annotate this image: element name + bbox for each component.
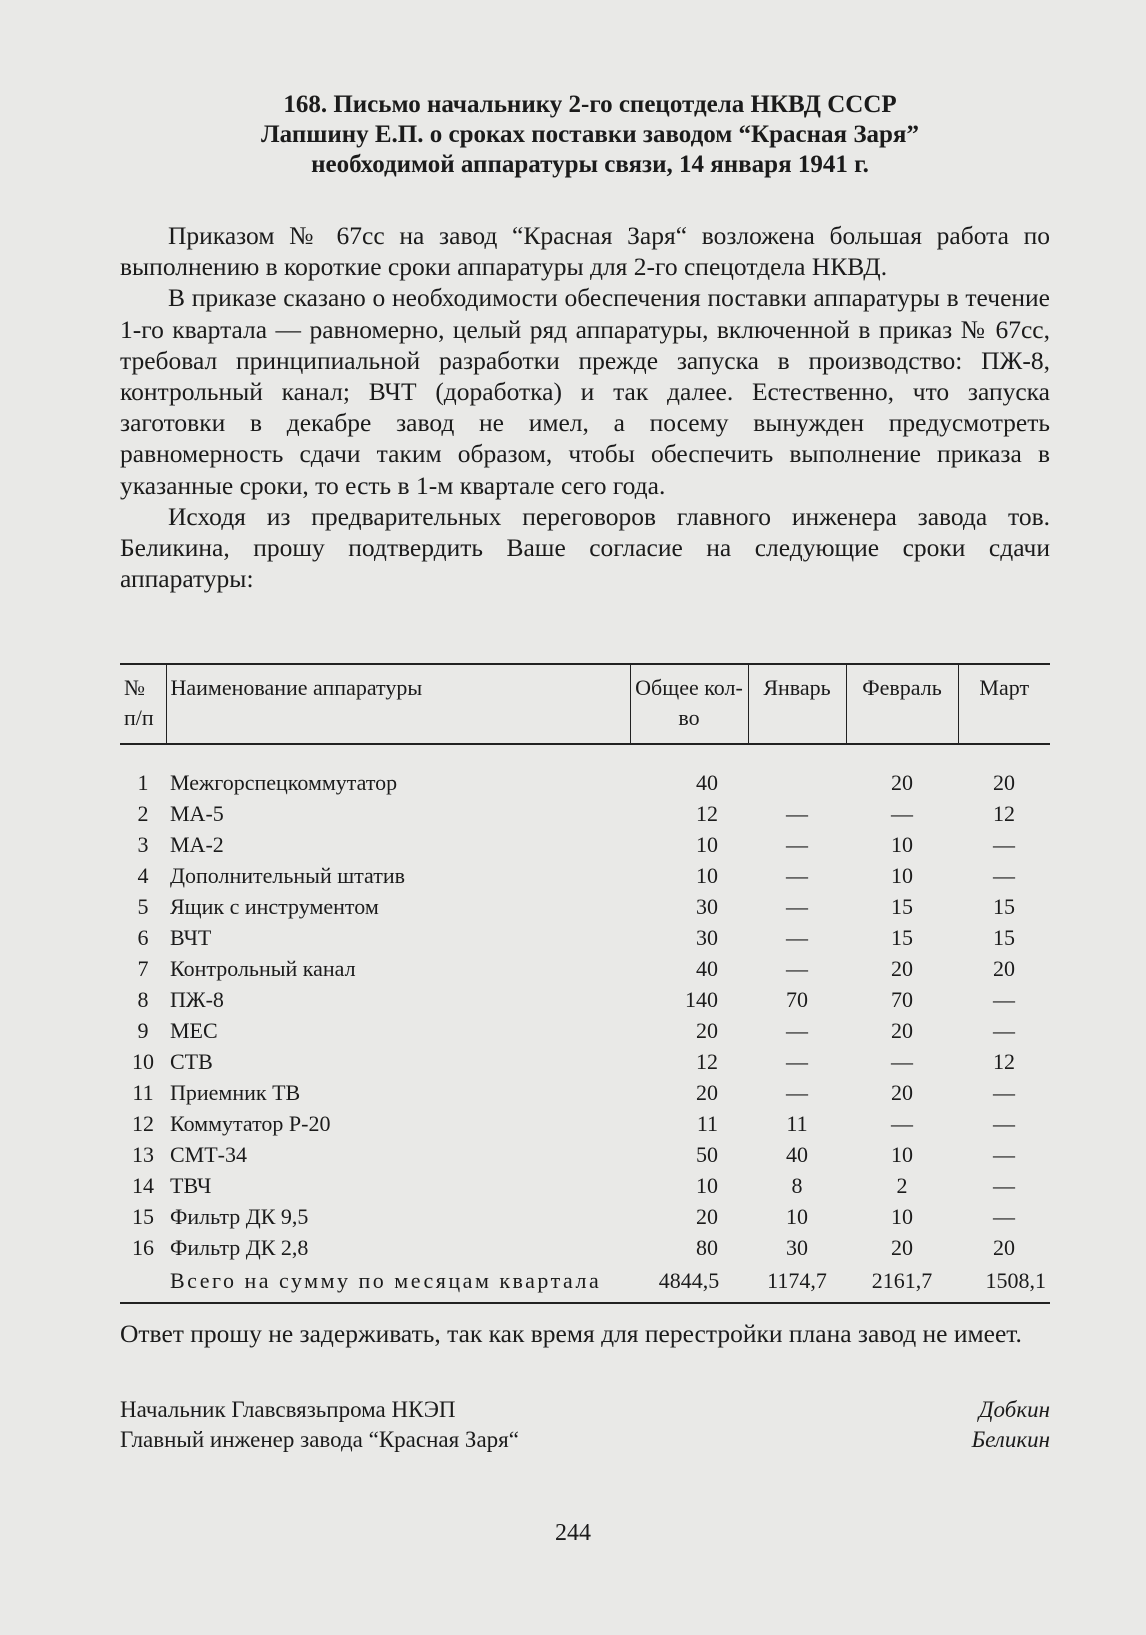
row-total: 140 xyxy=(685,987,718,1012)
table-row xyxy=(120,891,1050,922)
total-feb: 2161,7 xyxy=(871,1267,933,1293)
row-number: 4 xyxy=(137,863,149,888)
row-name: МЕС xyxy=(170,1018,218,1043)
row-name: СМТ-34 xyxy=(170,1142,247,1167)
row-name: Дополнительный штатив xyxy=(170,863,406,888)
row-jan: 30 xyxy=(786,1235,808,1260)
equipment-schedule-table xyxy=(120,663,1050,1297)
row-mar: — xyxy=(993,1018,1015,1043)
row-feb: 20 xyxy=(891,1018,913,1043)
row-mar: — xyxy=(993,1204,1015,1229)
row-feb: 10 xyxy=(891,863,913,888)
row-number: 2 xyxy=(137,801,149,826)
title-line: необходимой аппаратуры связи, 14 января 1941 г. xyxy=(311,151,869,178)
row-total: 12 xyxy=(696,801,718,826)
header-name: Наименование аппаратуры xyxy=(166,664,630,744)
row-feb: 15 xyxy=(891,925,913,950)
row-number: 11 xyxy=(132,1080,154,1105)
row-mar: 12 xyxy=(993,801,1015,826)
header-jan: Январь xyxy=(748,664,846,744)
row-jan: — xyxy=(786,832,808,857)
row-total: 50 xyxy=(696,1142,718,1167)
row-total: 40 xyxy=(696,956,718,981)
signature-name: Добкин xyxy=(978,1397,1050,1422)
row-name: СТВ xyxy=(170,1049,213,1074)
page-number: 244 xyxy=(555,1520,591,1546)
table-row xyxy=(120,922,1050,953)
table-row xyxy=(120,860,1050,891)
row-number: 5 xyxy=(137,894,149,919)
row-feb: 10 xyxy=(891,832,913,857)
row-number: 15 xyxy=(132,1204,154,1229)
signature-line xyxy=(120,1395,1050,1425)
table-row xyxy=(120,1077,1050,1108)
row-number: 16 xyxy=(132,1235,154,1260)
row-name: Коммутатор Р-20 xyxy=(170,1111,331,1136)
row-feb: — xyxy=(891,1111,913,1136)
row-total: 11 xyxy=(696,1111,718,1136)
row-number: 7 xyxy=(137,956,149,981)
row-name: Приемник ТВ xyxy=(170,1080,301,1105)
row-jan: — xyxy=(786,1018,808,1043)
row-jan: 70 xyxy=(786,987,808,1012)
row-jan: 40 xyxy=(786,1142,808,1167)
title-line: 168. Письмо начальнику 2-го спецотдела НКВД СССР xyxy=(283,91,897,118)
row-jan: — xyxy=(786,1080,808,1105)
row-mar: — xyxy=(993,1111,1015,1136)
table-row xyxy=(120,744,1050,798)
signature-line xyxy=(120,1425,1050,1455)
row-total: 30 xyxy=(696,894,718,919)
row-mar: 20 xyxy=(993,770,1015,795)
row-total: 20 xyxy=(696,1204,718,1229)
row-name: ВЧТ xyxy=(170,925,212,950)
row-mar: 20 xyxy=(993,956,1015,981)
row-number: 14 xyxy=(132,1173,154,1198)
row-feb: — xyxy=(891,801,913,826)
signature-position: Начальник Главсвязьпрома НКЭП xyxy=(120,1397,456,1422)
row-jan xyxy=(748,744,846,798)
table-total-row xyxy=(120,1263,1050,1297)
row-feb: 2 xyxy=(896,1173,908,1198)
row-total: 40 xyxy=(696,770,718,795)
row-feb: 70 xyxy=(891,987,913,1012)
row-mar: — xyxy=(993,1080,1015,1105)
row-number: 10 xyxy=(132,1049,154,1074)
row-mar: 12 xyxy=(993,1049,1015,1074)
row-jan: 8 xyxy=(791,1173,803,1198)
row-number: 1 xyxy=(137,770,149,795)
row-feb: 20 xyxy=(891,1235,913,1260)
row-feb: 15 xyxy=(891,894,913,919)
title-line: Лапшину Е.П. о сроках поставки заводом “Красная Заря” xyxy=(261,121,919,148)
row-jan: — xyxy=(786,894,808,919)
row-total: 20 xyxy=(696,1080,718,1105)
row-feb: 20 xyxy=(891,770,913,795)
table-row xyxy=(120,1046,1050,1077)
row-name: ПЖ-8 xyxy=(170,987,224,1012)
row-total: 10 xyxy=(696,863,718,888)
row-name: Фильтр ДК 2,8 xyxy=(170,1235,309,1260)
total-jan: 1174,7 xyxy=(767,1267,827,1293)
header-num: № п/п xyxy=(120,664,166,744)
row-name: Межгорспецкоммутатор xyxy=(170,770,398,795)
table-row xyxy=(120,1015,1050,1046)
total-sum: 4844,5 xyxy=(658,1267,720,1293)
table-header-row xyxy=(120,664,1050,744)
signature-position: Главный инженер завода “Красная Заря“ xyxy=(120,1427,519,1452)
row-jan: — xyxy=(786,863,808,888)
row-jan: — xyxy=(786,801,808,826)
row-feb: — xyxy=(891,1049,913,1074)
closing-text: Ответ прошу не задерживать, так как время для перестройки плана завод не имеет. xyxy=(120,1319,1022,1348)
row-name: Фильтр ДК 9,5 xyxy=(170,1204,309,1229)
header-total: Общее кол-во xyxy=(630,664,748,744)
row-mar: — xyxy=(993,1142,1015,1167)
row-name: Ящик с инструментом xyxy=(170,894,379,919)
row-name: ТВЧ xyxy=(170,1173,212,1198)
row-mar: 15 xyxy=(993,925,1015,950)
row-jan: — xyxy=(786,925,808,950)
row-feb: 10 xyxy=(891,1142,913,1167)
row-total: 80 xyxy=(696,1235,718,1260)
row-mar: — xyxy=(993,987,1015,1012)
row-feb: 20 xyxy=(891,956,913,981)
paragraph: Приказом № 67сс на завод “Красная Заря“ возложена большая работа по выполнению в короткие сроки аппаратуры для 2-го спецотдела НКВД. xyxy=(120,221,1050,282)
paragraph: Исходя из предварительных переговоров главного инженера завода тов. Беликина, прошу подтвердить Ваше согласие на следующие сроки сдачи аппаратуры: xyxy=(120,501,1050,594)
table-row xyxy=(120,1232,1050,1263)
header-mar: Март xyxy=(958,664,1050,744)
total-label: Всего на сумму по месяцам квартала xyxy=(170,1267,602,1293)
signature-name: Беликин xyxy=(971,1427,1050,1452)
header-feb: Февраль xyxy=(846,664,958,744)
row-mar: — xyxy=(993,863,1015,888)
row-jan: — xyxy=(786,1049,808,1074)
row-name: Контрольный канал xyxy=(170,956,356,981)
table-row xyxy=(120,953,1050,984)
paragraph: В приказе сказано о необходимости обеспечения поставки аппаратуры в течение 1-го квартала — равномерно, целый ряд аппаратуры, включенной в приказ № 67сс, требовал принципиальной разработки прежде запуска в производство: ПЖ-8, контрольный канал; ВЧТ (доработка) и так далее. Естественно, что запуска заготовки в декабре завод не имел, а посему вынужден предусмотреть равномерность сдачи таким образом, чтобы обеспечить выполнение приказа в указанные сроки, то есть в 1-м квартале сего года. xyxy=(120,283,1050,500)
row-mar: 20 xyxy=(993,1235,1015,1260)
closing-paragraph xyxy=(120,1318,1050,1349)
letter-body xyxy=(120,220,1050,594)
row-number: 13 xyxy=(132,1142,154,1167)
table-bottom-rule xyxy=(120,1302,1050,1304)
row-number: 3 xyxy=(137,832,149,857)
row-total: 30 xyxy=(696,925,718,950)
row-number: 9 xyxy=(137,1018,149,1043)
table-row xyxy=(120,984,1050,1015)
row-jan: — xyxy=(786,956,808,981)
row-jan: 11 xyxy=(786,1111,808,1136)
table-row xyxy=(120,1108,1050,1139)
table-row xyxy=(120,1139,1050,1170)
total-mar: 1508,1 xyxy=(985,1267,1046,1293)
table-row xyxy=(120,1170,1050,1201)
table-row xyxy=(120,1201,1050,1232)
row-feb: 10 xyxy=(891,1204,913,1229)
row-total: 10 xyxy=(696,832,718,857)
row-total: 12 xyxy=(696,1049,718,1074)
row-number: 6 xyxy=(137,925,149,950)
row-mar: 15 xyxy=(993,894,1015,919)
row-total: 10 xyxy=(696,1173,718,1198)
row-number: 8 xyxy=(137,987,149,1012)
row-number: 12 xyxy=(132,1111,154,1136)
row-name: МА-2 xyxy=(170,832,224,857)
row-mar: — xyxy=(993,1173,1015,1198)
row-total: 20 xyxy=(696,1018,718,1043)
row-feb: 20 xyxy=(891,1080,913,1105)
row-name: МА-5 xyxy=(170,801,224,826)
document-title xyxy=(150,90,1030,180)
table-row xyxy=(120,798,1050,829)
row-jan: 10 xyxy=(786,1204,808,1229)
row-mar: — xyxy=(993,832,1015,857)
table-row xyxy=(120,829,1050,860)
signatures xyxy=(120,1395,1050,1455)
